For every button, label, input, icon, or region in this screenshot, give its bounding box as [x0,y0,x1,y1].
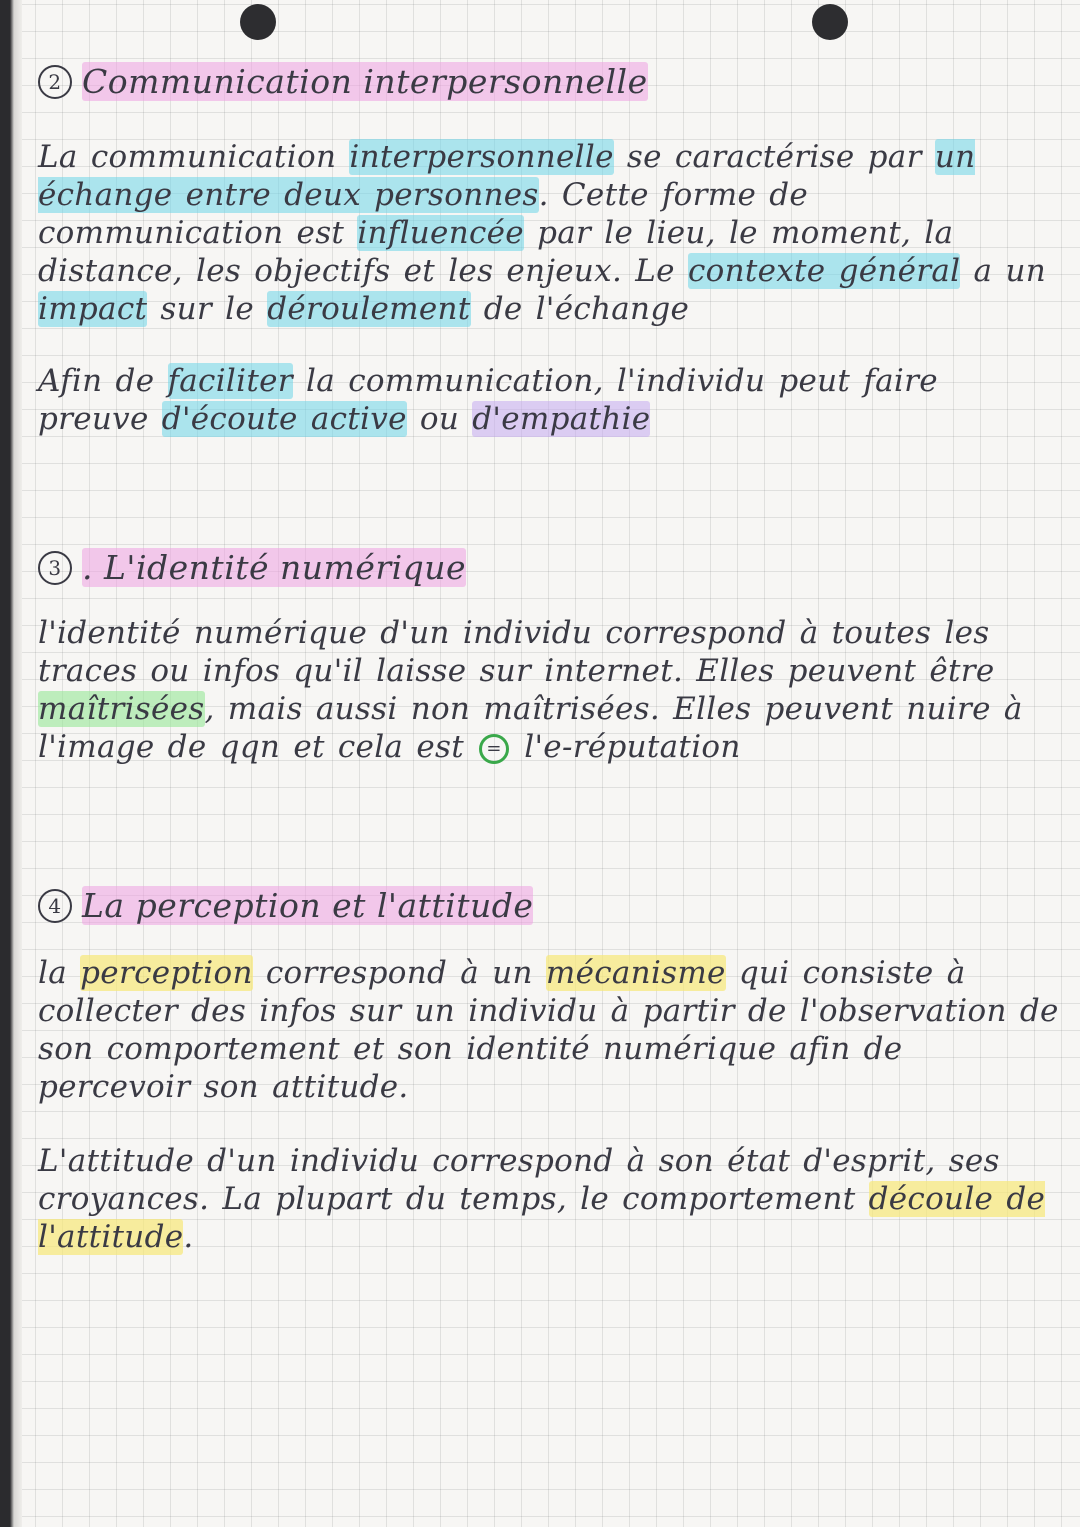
highlighted-text: d'écoute active [161,401,407,437]
highlighted-text: mécanisme [545,955,726,991]
text-run: . Cette forme de communication est [38,177,809,251]
text-run: , mais aussi non maîtrisées. Elles peuvent nuire à l'image de qqn et cela est [38,691,1023,765]
section-number: 2 [38,65,72,99]
text-run: de l'échange [470,291,690,327]
highlighted-text: influencée [357,215,524,251]
text-run: . [183,1219,194,1255]
section-number: 4 [38,889,72,923]
text-run: L'attitude d'un individu correspond à son état d'esprit, ses croyances. La plupart du temps, le comportement [38,1143,1000,1217]
section-heading [38,62,1060,102]
text-run: sur le [147,291,268,327]
text-run: a un [960,253,1047,289]
section-number: 3 [38,551,72,585]
highlighted-text: déroulement [267,291,471,327]
text-run: qui consiste à collecter des infos sur un individu à partir de l'observation de son comportement et son identité numérique afin de percevoir son attitude. [38,955,1059,1105]
highlighted-text: faciliter [167,363,293,399]
paragraph [38,614,1060,766]
paragraph [38,1142,1060,1256]
highlighted-text: un échange entre deux personnes [38,139,976,213]
text-run: Afin de [38,363,168,399]
highlighted-text: perception [80,955,253,991]
text-run: se caractérise par [613,139,935,175]
paragraph [38,362,1060,438]
highlighted-text: découle de l'attitude [38,1181,1046,1255]
text-run: ou [406,401,473,437]
highlighted-text: interpersonnelle [349,139,614,175]
section-title: Communication interpersonnelle [82,62,648,101]
section-title: La perception et l'attitude [82,886,534,925]
highlighted-text: maîtrisées [38,691,205,727]
highlighted-text: contexte général [687,253,961,289]
section-heading [38,548,1060,588]
equals-symbol: = [479,734,509,764]
punch-hole-left [240,4,276,40]
text-run: correspond à un [252,955,546,991]
text-run: la [38,955,81,991]
section-identite-numerique [38,548,1060,766]
section-heading [38,886,1060,926]
section-communication-interpersonnelle [38,62,1060,438]
text-run: l'identité numérique d'un individu correspond à toutes les traces ou infos qu'il laisse sur internet. Elles peuvent être [38,615,995,689]
binder-edge [0,0,22,1527]
paragraph [38,954,1060,1106]
highlighted-text: impact [38,291,148,327]
text-run: La communication [38,139,350,175]
section-perception-attitude [38,886,1060,1256]
text-run: la communication, l'individu peut faire preuve [38,363,938,437]
punch-hole-right [812,4,848,40]
highlighted-text: d'empathie [472,401,651,437]
section-title: . L'identité numérique [82,548,467,587]
text-run: par le lieu, le moment, la distance, les objectifs et les enjeux. Le [38,215,954,289]
text-run: l'e-réputation [511,729,741,765]
paragraph [38,138,1060,328]
